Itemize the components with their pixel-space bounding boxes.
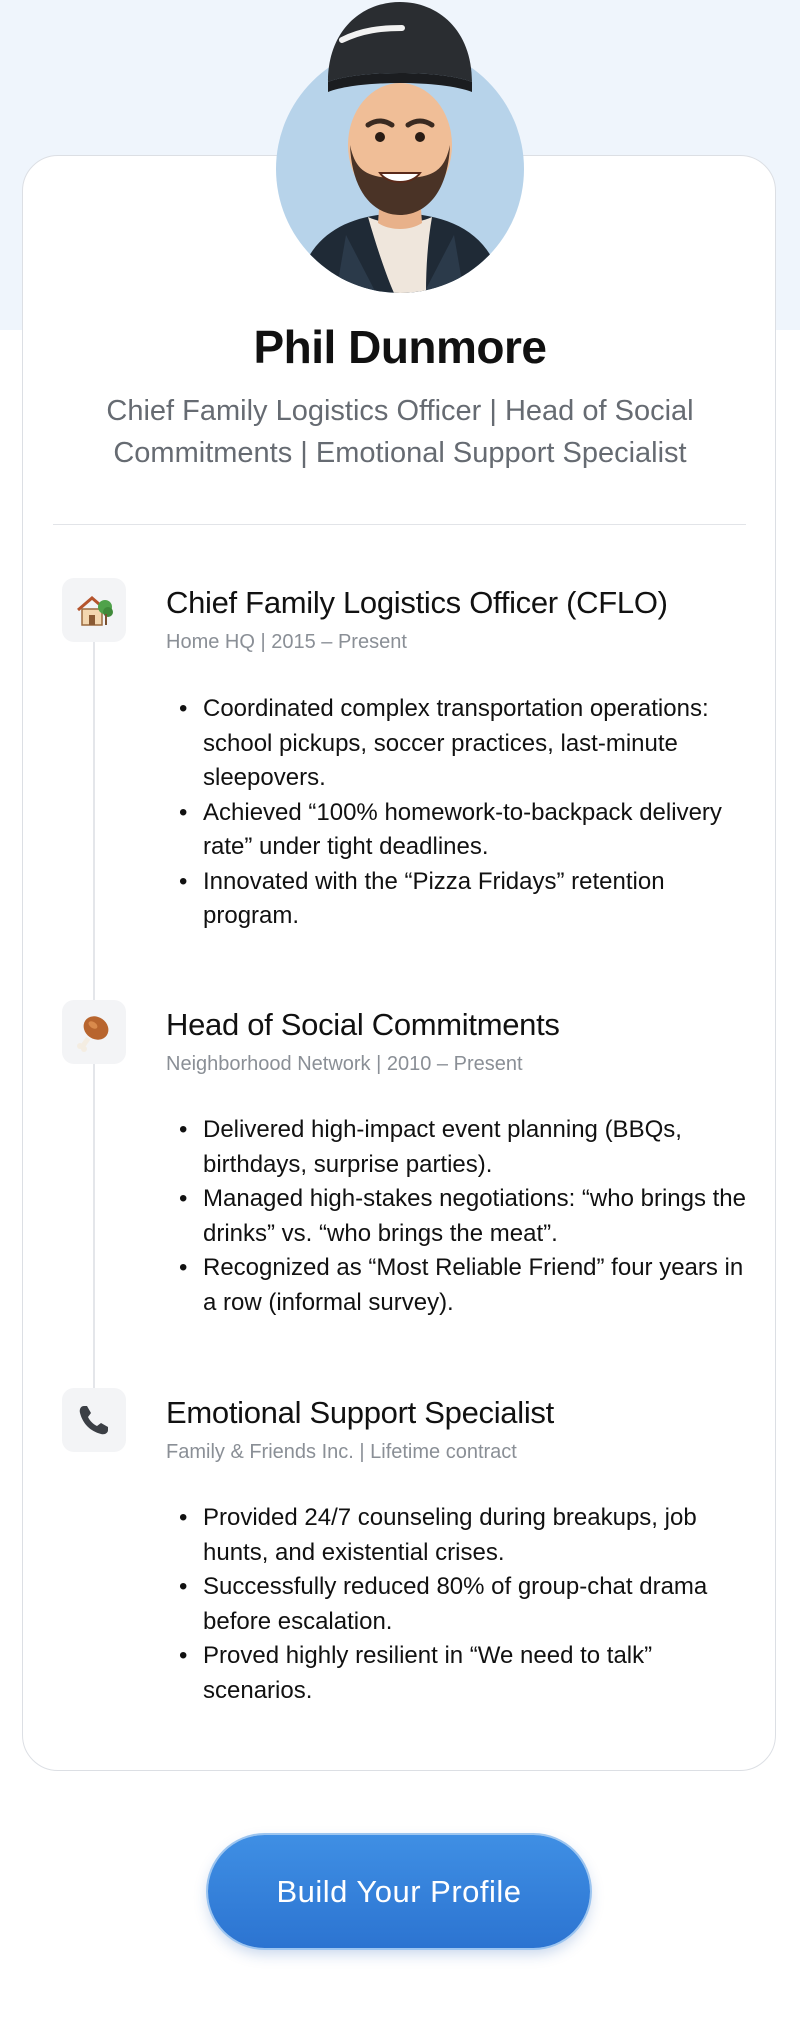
experience-bullets [176,692,746,934]
list-item: • Coordinated complex transportation operations: school pickups, soccer practices, last-minute sleepovers. [176,692,746,796]
helmet-icon [322,0,478,95]
profile-name: Phil Dunmore [253,321,547,373]
list-item: • Delivered high-impact event planning (BBQs, birthdays, surprise parties). [176,1113,746,1182]
experience-title: Emotional Support Specialist [166,1395,554,1430]
timeline-connector [93,1063,95,1388]
drumstick-icon [62,1000,126,1064]
list-item: • Successfully reduced 80% of group-chat drama before escalation. [176,1570,746,1639]
profile-headline: Chief Family Logistics Officer | Head of Social Commitments | Emotional Support Specialist [106,395,694,469]
experience-meta: Family & Friends Inc. | Lifetime contract [166,1441,517,1463]
list-item: • Managed high-stakes negotiations: “who brings the drinks” vs. “who brings the meat”. [176,1182,746,1251]
experience-bullets [176,1113,746,1320]
list-item: • Provided 24/7 counseling during breakups, job hunts, and existential crises. [176,1501,746,1570]
list-item: • Recognized as “Most Reliable Friend” four years in a row (informal survey). [176,1251,746,1320]
list-item: • Achieved “100% homework-to-backpack delivery rate” under tight deadlines. [176,796,746,865]
experience-title: Head of Social Commitments [166,1007,560,1042]
list-item: • Proved highly resilient in “We need to talk” scenarios. [176,1639,746,1708]
experience-title: Chief Family Logistics Officer (CFLO) [166,585,668,620]
house-icon [62,578,126,642]
experience-meta: Home HQ | 2015 – Present [166,631,407,653]
experience-bullets [176,1501,746,1708]
phone-icon [62,1388,126,1452]
divider [53,524,746,525]
experience-meta: Neighborhood Network | 2010 – Present [166,1053,523,1075]
build-profile-button[interactable]: Build Your Profile [208,1835,590,1948]
timeline-connector [93,642,95,1000]
list-item: • Innovated with the “Pizza Fridays” retention program. [176,865,746,934]
